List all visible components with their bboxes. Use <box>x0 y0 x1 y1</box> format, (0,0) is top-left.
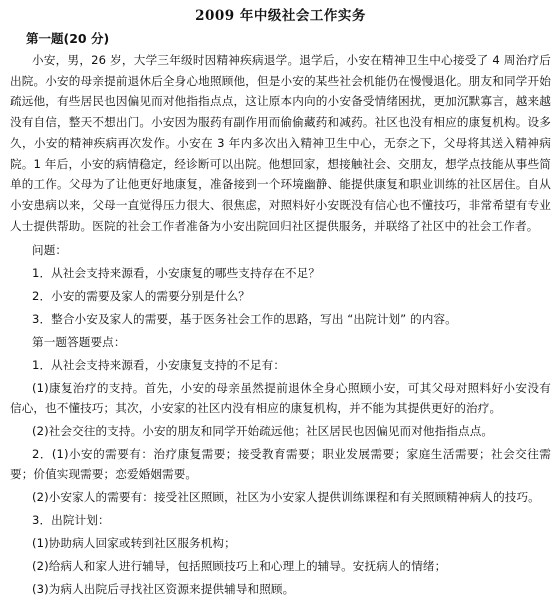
case-paragraph: 小安，男，26 岁，大学三年级时因精神疾病退学。退学后，小安在精神卫生中心接受了 4 周治疗后出院。小安的母亲提前退休后全身心地照顾他，但是小安的某些社会机能仍在慢慢退化。朋友和同学开始疏远他，有些居民也因偏见而对他指指点点，这让原本内向的小安备受情绪困扰，更加沉默寡言，越来越没有自信，整天不想出门。小安因为服药有副作用而偷偷藏药和减药。社区也没有相应的康复机构。设多久，小安的精神疾病再次发作。小安在 3 年内多次出入精神卫生中心，无奈之下，父母将其送入精神病院。1 年后，小安的病情稳定，经诊断可以出院。他想回家，想接触社会、交朋友，想学点技能从事些简单的工作。父母为了让他更好地康复，准备接到一个环境幽静、能提供康复和职业训练的社区居住。自从小安患病以来，父母一直觉得压力很大、很焦虑，对照料好小安既没有信心也不懂技巧，非常希望有专业人士提供帮助。医院的社会工作者准备为小安出院回归社区提供服务，并联络了社区中的社会工作者。 <box>10 53 551 233</box>
answer-item-9: (3)为病人出院后寻找社区资源来提供辅导和照顾。 <box>32 582 295 597</box>
answer-item-1: 1．从社会支持来源看，小安康复支持的不足有： <box>32 358 286 373</box>
question-item-3: 3．整合小安及家人的需要，基于医务社会工作的思路，写出 “出院计划” 的内容。 <box>32 312 457 327</box>
questions-label: 问题： <box>32 243 68 258</box>
answer-label: 第一题答题要点： <box>32 335 126 350</box>
answer-item-7: (1)协助病人回家或转到社区服务机构； <box>32 536 236 551</box>
answer-item-8: (2)给病人和家人进行辅导，包括照顾技巧上和心理上的辅导。安抚病人的情绪； <box>32 559 447 574</box>
answer-item-4: 2．(1)小安的需要有：治疗康复需要；接受教育需要；职业发展需要；家庭生活需要；社会交往需要；价值实现需要；恋爱婚姻需要。 <box>10 447 551 482</box>
answer-item-2: (1)康复治疗的支持。首先，小安的母亲虽然提前退休全身心照顾小安，可其父母对照料好小安没有信心，也不懂技巧；其次，小安家的社区内没有相应的康复机构，并不能为其提供更好的治疗。 <box>10 381 551 416</box>
question-heading: 第一题(20 分) <box>26 31 110 46</box>
answer-item-5: (2)小安家人的需要有：接受社区照顾，社区为小安家人提供训练课程和有关照顾精神病人的技巧。 <box>32 490 540 505</box>
question-item-1: 1．从社会支持来源看，小安康复的哪些支持存在不足？ <box>32 266 321 281</box>
question-item-2: 2．小安的需要及家人的需要分别是什么？ <box>32 289 250 304</box>
answer-item-6: 3．出院计划： <box>32 513 110 528</box>
answer-item-3: (2)社会交往的支持。小安的朋友和同学开始疏远他；社区居民也因偏见而对他指指点点。 <box>32 424 494 439</box>
document-title: 2009 年中级社会工作实务 <box>195 8 366 24</box>
